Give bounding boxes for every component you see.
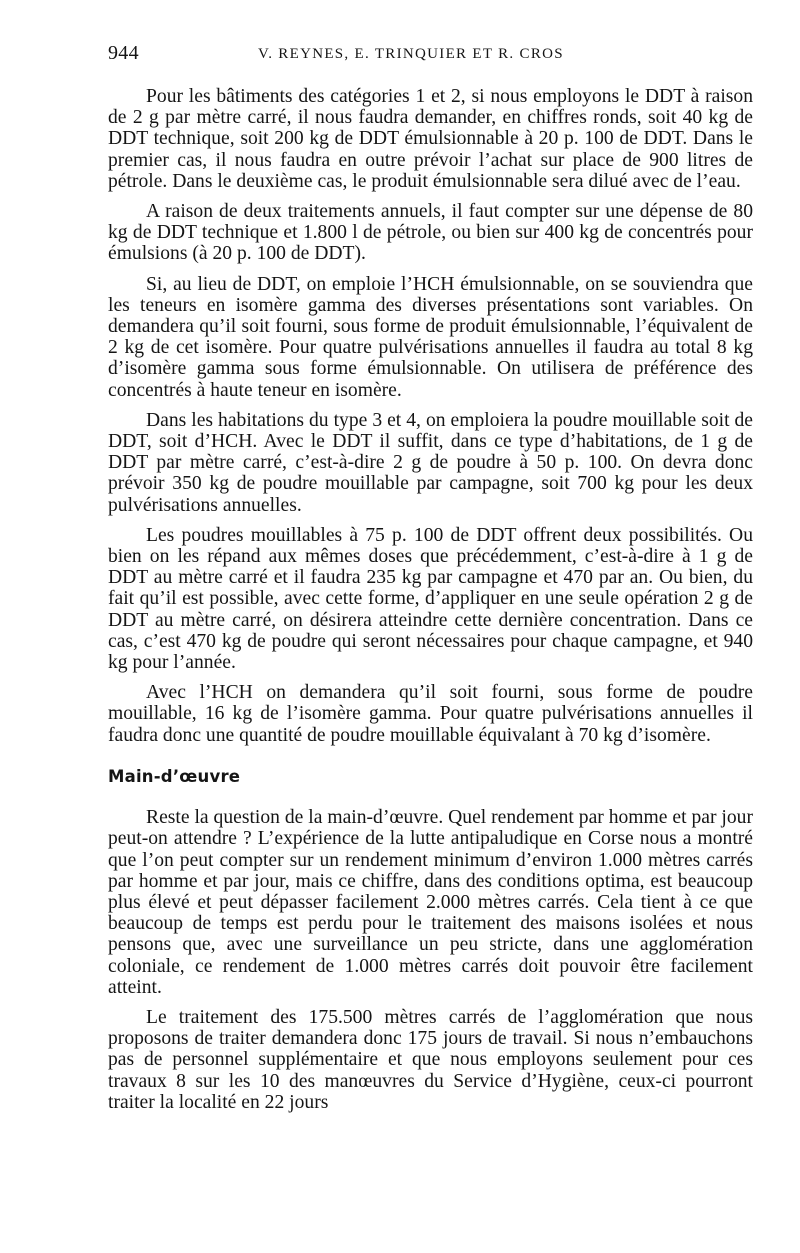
- paragraph: Le traitement des 175.500 mètres carrés de l’agglomération que nous proposons de traiter demandera donc 175 jours de travail. Si nous n’embauchons pas de personnel supplémentaire et que nous employons seulement pour ces travaux 8 sur les 10 des manœuvres du Service d’Hygiène, ceux-ci pourront traiter la localité en 22 jours: [108, 1006, 753, 1113]
- paragraph: Pour les bâtiments des catégories 1 et 2, si nous employons le DDT à raison de 2 g par mètre carré, il nous faudra demander, en chiffres ronds, soit 40 kg de DDT technique, soit 200 kg de DDT émulsionnable à 20 p. 100 de DDT. Dans le premier cas, il nous faudra en outre prévoir l’achat sur place de 900 litres de pétrole. Dans le deuxième cas, le produit émulsionnable sera dilué avec de l’eau.: [108, 86, 753, 192]
- paragraph: A raison de deux traitements annuels, il faut compter sur une dépense de 80 kg de DDT technique et 1.800 l de pétrole, ou bien sur 400 kg de concentrés pour émulsions (à 20 p. 100 de DDT).: [108, 201, 753, 265]
- section-heading: Main-d’œuvre: [108, 766, 241, 786]
- paragraph: Si, au lieu de DDT, on emploie l’HCH émulsionnable, on se souviendra que les teneurs en isomère gamma des diverses présentations sont variables. On demandera qu’il soit fourni, sous forme de produit émulsionnable, l’équivalent de 2 kg de cet isomère. Pour quatre pulvérisations annuelles il faudra au total 8 kg d’isomère gamma sous forme émulsionnable. On utilisera de préférence des concentrés à haute teneur en isomère.: [108, 273, 753, 401]
- body-text: [108, 86, 753, 1122]
- paragraph: Dans les habitations du type 3 et 4, on emploiera la poudre mouillable soit de DDT, soit d’HCH. Avec le DDT il suffit, dans ce type d’habitations, de 1 g de DDT par mètre carré, c’est-à-dire 2 g de poudre à 50 p. 100. On devra donc prévoir 350 kg de poudre mouillable par campagne, soit 700 kg pour les deux pulvérisations annuelles.: [108, 409, 753, 516]
- paragraph: Avec l’HCH on demandera qu’il soit fourni, sous forme de poudre mouillable, 16 kg de l’isomère gamma. Pour quatre pulvérisations annuelles il faudra donc une quantité de poudre mouillable équivalant à 70 kg d’isomère.: [108, 682, 753, 746]
- paragraph: Les poudres mouillables à 75 p. 100 de DDT offrent deux possibilités. Ou bien on les répand aux mêmes doses que précédemment, c’est-à-dire à 1 g de DDT au mètre carré et il faudra 235 kg par campagne et 470 par an. Ou bien, du fait qu’il est possible, avec cette forme, d’appliquer en une seule opération 2 g de DDT au mètre carré, on désirera atteindre cette dernière concentration. Dans ce cas, c’est 470 kg de poudre qui seront nécessaires pour chaque campagne, et 940 kg pour l’année.: [108, 524, 753, 674]
- page-number: 944: [108, 42, 139, 64]
- running-head: V. REYNES, E. TRINQUIER ET R. CROS: [258, 46, 564, 62]
- page-header: [108, 42, 753, 72]
- paragraph: Reste la question de la main-d’œuvre. Quel rendement par homme et par jour peut-on attendre ? L’expérience de la lutte antipaludique en Corse nous a montré que l’on peut compter sur un rendement minimum d’environ 1.000 mètres carrés par homme et par jour, mais ce chiffre, dans des conditions optima, est beaucoup plus élevé et peut dépasser facilement 2.000 mètres carrés. Cela tient à ce que beaucoup de temps est perdu pour le traitement des maisons isolées et nous pensons que, avec une surveillance un peu stricte, dans une agglomération coloniale, ce rendement de 1.000 mètres carrés doit pouvoir être facilement atteint.: [108, 807, 753, 998]
